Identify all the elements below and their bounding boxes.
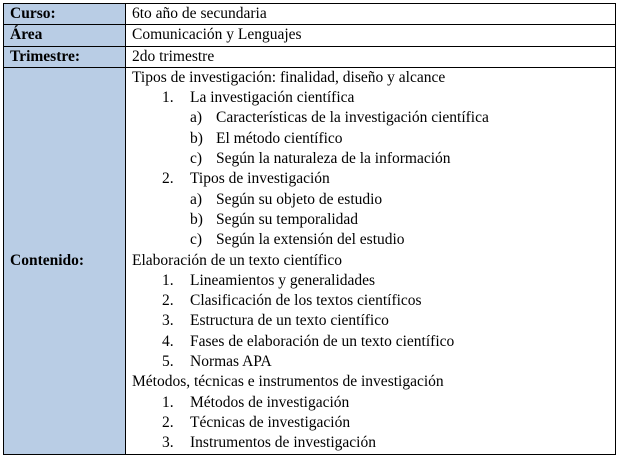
- list-item-text: Clasificación de los textos científicos: [190, 292, 422, 310]
- sub-list-item-text: Según su temporalidad: [216, 210, 359, 228]
- curso-label: Curso:: [4, 4, 126, 25]
- sub-list-letter: b): [190, 210, 203, 228]
- list-number: 5.: [162, 353, 174, 371]
- list-number: 2.: [162, 292, 174, 310]
- sub-list-item: [132, 108, 615, 128]
- list-number: 3.: [162, 312, 174, 330]
- sub-list-item-text: El método científico: [216, 129, 343, 147]
- list-number: 1.: [162, 271, 174, 289]
- sub-list-item: [132, 149, 615, 169]
- sub-list-item: [132, 190, 615, 210]
- trimestre-label: Trimestre:: [4, 46, 126, 67]
- contenido-value: [126, 67, 616, 454]
- sub-list-letter: a): [190, 190, 203, 208]
- sub-list-letter: a): [190, 109, 203, 127]
- list-number: 3.: [162, 434, 174, 452]
- row-trimestre: [4, 46, 616, 67]
- list-item-text: Estructura de un texto científico: [190, 312, 389, 330]
- sub-list-letter: c): [190, 150, 203, 168]
- row-curso: [4, 4, 616, 25]
- sub-list-letter: b): [190, 129, 203, 147]
- section-title: Métodos, técnicas e instrumentos de investigación: [132, 373, 444, 391]
- list-number: 1.: [162, 393, 174, 411]
- list-item-text: Tipos de investigación: [190, 170, 330, 188]
- sub-list-item-text: Características de la investigación científica: [216, 109, 489, 127]
- list-number: 1.: [162, 89, 174, 107]
- list-item-text: Instrumentos de investigación: [190, 434, 376, 452]
- list-item: [132, 169, 615, 189]
- list-item: [132, 433, 615, 453]
- sub-list-item: [132, 210, 615, 230]
- list-item-text: La investigación científica: [190, 89, 355, 107]
- row-contenido: [4, 67, 616, 454]
- sub-list-item-text: Según la extensión del estudio: [216, 231, 405, 249]
- trimestre-value: 2do trimestre: [126, 46, 616, 67]
- list-item-text: Técnicas de investigación: [190, 413, 351, 431]
- list-number: 4.: [162, 332, 174, 350]
- sub-list-letter: c): [190, 231, 203, 249]
- list-item: [132, 332, 615, 352]
- contenido-label: Contenido:: [4, 67, 126, 454]
- sub-list-item: [132, 230, 615, 250]
- list-item: [132, 413, 615, 433]
- course-info-table: [3, 3, 616, 455]
- list-item: [132, 88, 615, 108]
- section-title: Tipos de investigación: finalidad, diseño y alcance: [132, 68, 446, 86]
- list-item-text: Fases de elaboración de un texto científico: [190, 332, 455, 350]
- list-number: 2.: [162, 170, 174, 188]
- list-item-text: Lineamientos y generalidades: [190, 271, 376, 289]
- list-item: [132, 291, 615, 311]
- section-title: Elaboración de un texto científico: [132, 251, 343, 269]
- area-label: Área: [4, 25, 126, 46]
- list-number: 2.: [162, 413, 174, 431]
- list-item: [132, 311, 615, 331]
- sub-list-item-text: Según la naturaleza de la información: [216, 150, 451, 168]
- area-value: Comunicación y Lenguajes: [126, 25, 616, 46]
- curso-value: 6to año de secundaria: [126, 4, 616, 25]
- list-item: [132, 393, 615, 413]
- list-item: [132, 352, 615, 372]
- row-area: [4, 25, 616, 46]
- sub-list-item-text: Según su objeto de estudio: [216, 190, 383, 208]
- list-item-text: Métodos de investigación: [190, 393, 350, 411]
- list-item: [132, 271, 615, 291]
- list-item-text: Normas APA: [190, 353, 272, 371]
- sub-list-item: [132, 129, 615, 149]
